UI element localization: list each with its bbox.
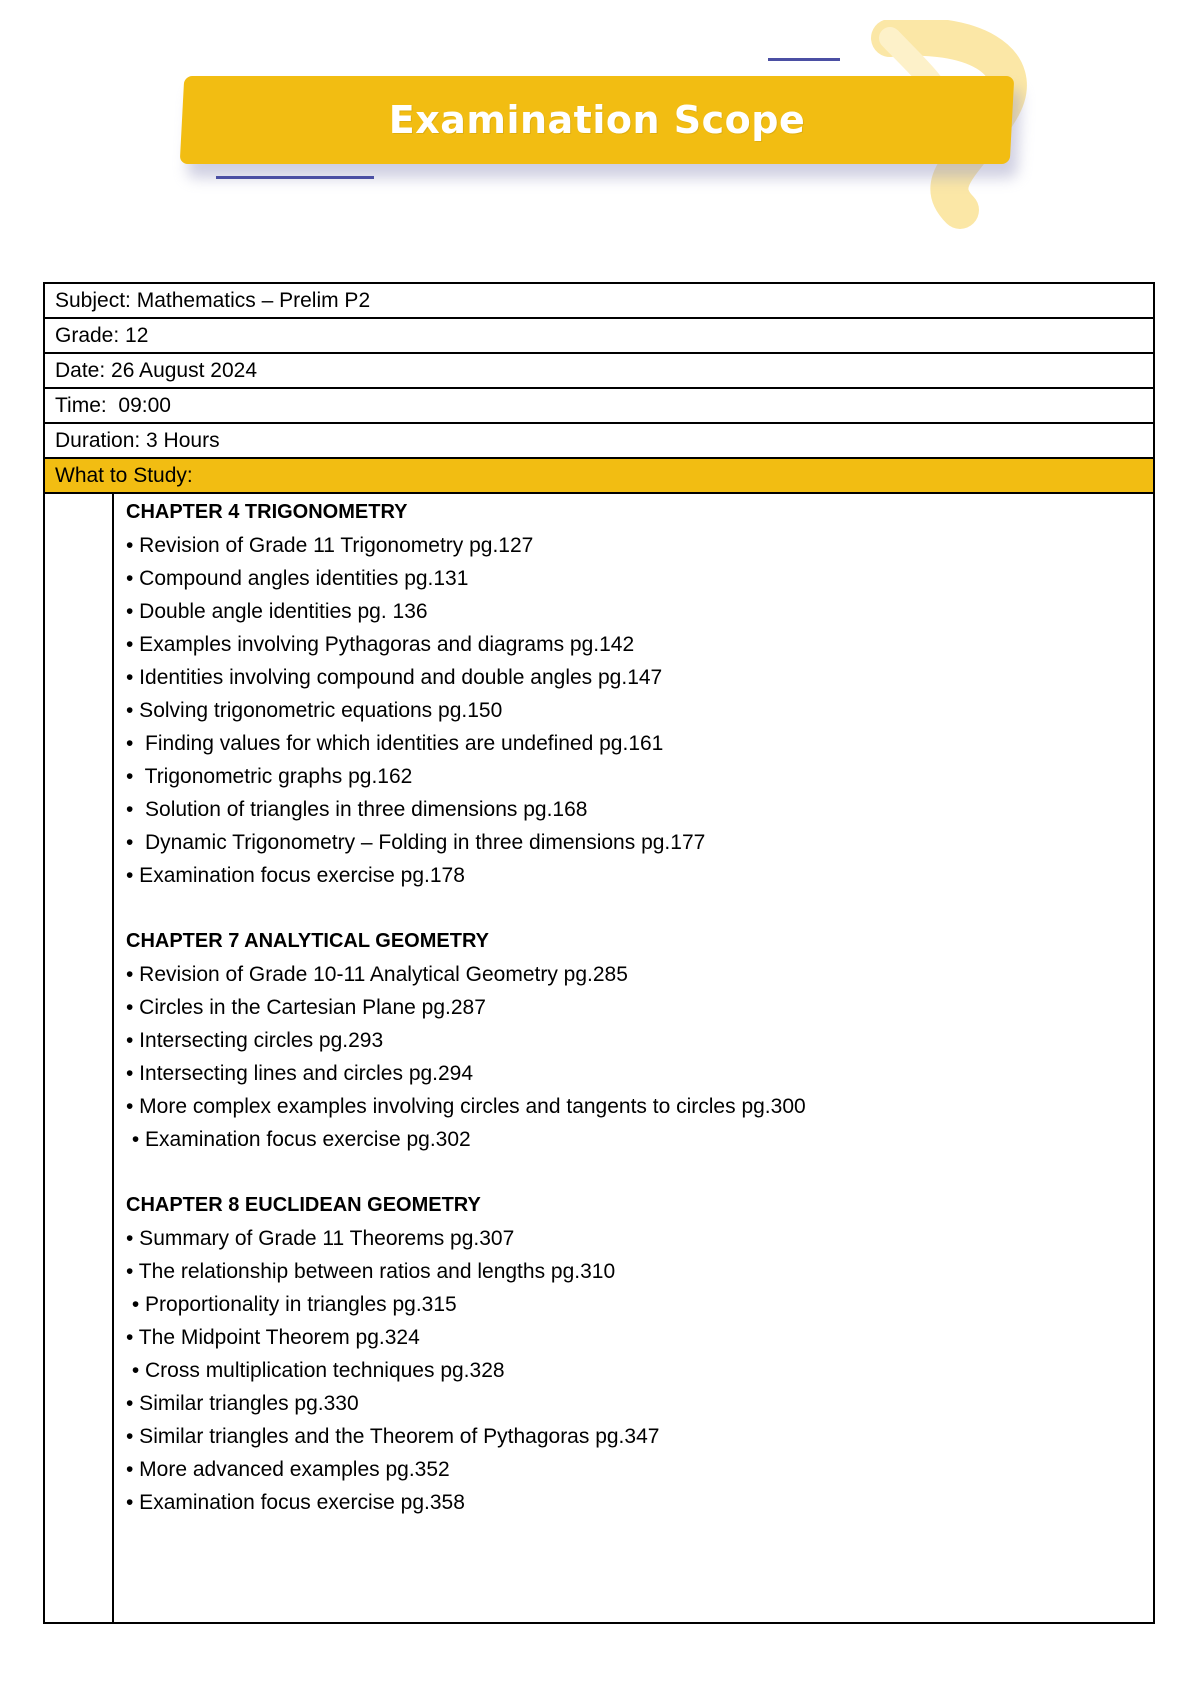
date-row bbox=[44, 353, 1154, 388]
list-item: • Compound angles identities pg.131 bbox=[126, 567, 469, 590]
chapter-7-section bbox=[126, 925, 1143, 1156]
time-cell: Time: 09:00 bbox=[44, 388, 1154, 423]
list-item: • Summary of Grade 11 Theorems pg.307 bbox=[126, 1227, 515, 1250]
decorative-line-bottom bbox=[216, 176, 374, 179]
chapter-title: CHAPTER 4 TRIGONOMETRY bbox=[126, 501, 408, 523]
study-content-row bbox=[44, 493, 1154, 1623]
list-item: • Cross multiplication techniques pg.328 bbox=[126, 1359, 505, 1382]
chapter-4-section bbox=[126, 496, 1143, 892]
list-item: • The Midpoint Theorem pg.324 bbox=[126, 1326, 420, 1349]
list-item: • Similar triangles and the Theorem of Pythagoras pg.347 bbox=[126, 1425, 660, 1448]
study-content bbox=[113, 493, 1154, 1623]
subject-row bbox=[44, 283, 1154, 318]
list-item: • Examples involving Pythagoras and diagrams pg.142 bbox=[126, 633, 635, 656]
section-spacer bbox=[126, 892, 1143, 925]
list-item: • Circles in the Cartesian Plane pg.287 bbox=[126, 996, 486, 1019]
list-item: • Examination focus exercise pg.358 bbox=[126, 1491, 465, 1514]
study-heading: What to Study: bbox=[44, 458, 1154, 493]
decorative-line-top bbox=[768, 58, 840, 61]
list-item: • Examination focus exercise pg.302 bbox=[126, 1128, 471, 1151]
list-item: • Proportionality in triangles pg.315 bbox=[126, 1293, 457, 1316]
list-item: • Similar triangles pg.330 bbox=[126, 1392, 359, 1415]
exam-info-table bbox=[43, 282, 1155, 1624]
list-item: • Intersecting circles pg.293 bbox=[126, 1029, 384, 1052]
chapter-title: CHAPTER 8 EUCLIDEAN GEOMETRY bbox=[126, 1194, 481, 1216]
list-item: • Solving trigonometric equations pg.150 bbox=[126, 699, 503, 722]
grade-row bbox=[44, 318, 1154, 353]
list-item: • Dynamic Trigonometry – Folding in three dimensions pg.177 bbox=[126, 831, 706, 854]
list-item: • More advanced examples pg.352 bbox=[126, 1458, 450, 1481]
list-item: • Revision of Grade 10-11 Analytical Geometry pg.285 bbox=[126, 963, 628, 986]
list-item: • Finding values for which identities are undefined pg.161 bbox=[126, 732, 664, 755]
list-item: • More complex examples involving circles and tangents to circles pg.300 bbox=[126, 1095, 806, 1118]
list-item: • Examination focus exercise pg.178 bbox=[126, 864, 465, 887]
list-item: • Identities involving compound and double angles pg.147 bbox=[126, 666, 663, 689]
empty-left-column bbox=[44, 493, 113, 1623]
list-item: • Revision of Grade 11 Trigonometry pg.127 bbox=[126, 534, 534, 557]
list-item: • Solution of triangles in three dimensions pg.168 bbox=[126, 798, 588, 821]
subject-cell: Subject: Mathematics – Prelim P2 bbox=[44, 283, 1154, 318]
duration-row bbox=[44, 423, 1154, 458]
grade-cell: Grade: 12 bbox=[44, 318, 1154, 353]
study-heading-row bbox=[44, 458, 1154, 493]
duration-cell: Duration: 3 Hours bbox=[44, 423, 1154, 458]
list-item: • Double angle identities pg. 136 bbox=[126, 600, 428, 623]
time-row bbox=[44, 388, 1154, 423]
date-cell: Date: 26 August 2024 bbox=[44, 353, 1154, 388]
banner-title: Examination Scope bbox=[388, 98, 806, 142]
section-spacer bbox=[126, 1156, 1143, 1189]
list-item: • The relationship between ratios and lengths pg.310 bbox=[126, 1260, 616, 1283]
chapter-8-section bbox=[126, 1189, 1143, 1519]
list-item: • Intersecting lines and circles pg.294 bbox=[126, 1062, 474, 1085]
list-item: • Trigonometric graphs pg.162 bbox=[126, 765, 413, 788]
header-banner bbox=[170, 20, 1130, 230]
chapter-title: CHAPTER 7 ANALYTICAL GEOMETRY bbox=[126, 930, 489, 952]
